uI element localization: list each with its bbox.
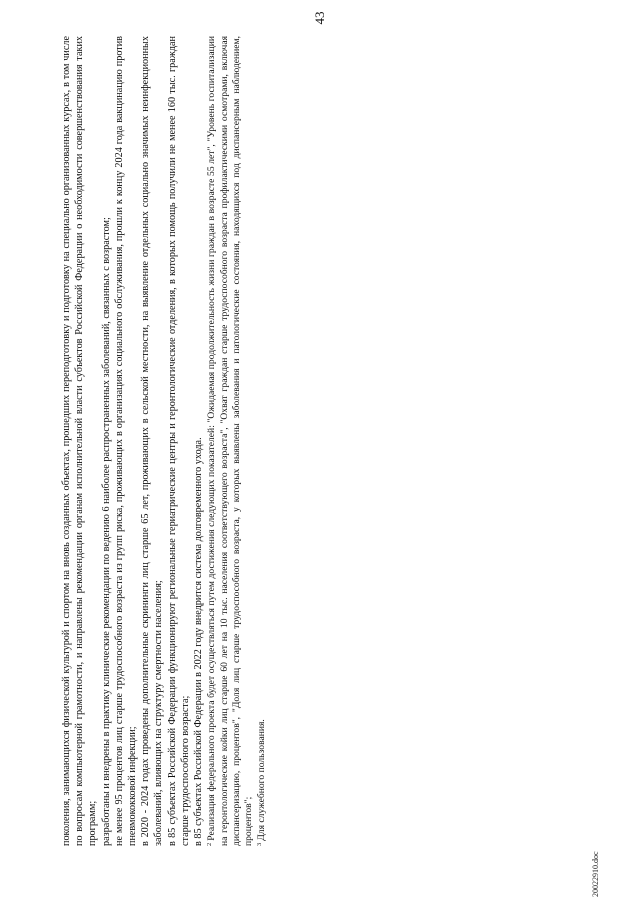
footnote-text: Для служебного пользования.	[255, 719, 267, 841]
paragraph: разработаны и внедрены в практику клинические рекомендации по ведению 6 наиболее распространенных заболеваний, связанных с возрастом;	[100, 217, 112, 846]
paragraph: в 85 субъектах Российской Федерации в 2022 году внедрится система долговременного ухода.	[193, 437, 205, 846]
footnote-mark: 2	[206, 842, 214, 846]
paragraph: в 85 субъектах Российской Федерации функционируют региональные гериатрические центры и геронтологические отделения, в которых помощь получили не менее 160 тыс. граждан старше трудоспособного возраста;	[166, 36, 191, 846]
paragraph: поколения, занимающихся физической культурой и спортом на вновь созданных объектах, прошедших переподготовку и подготовку на специально организованных курсах, в том числе по вопросам компьютерной грамотности, и направлены рекомендации органам исполнительной власти субъектов Российской Федерации о необходимости совершенствования таких программ;	[61, 36, 99, 846]
footnote	[206, 36, 256, 846]
paragraph: в 2020 - 2024 годах проведены дополнительные скрининги лиц старше 65 лет, проживающих в сельской местности, на выявление отдельных социально значимых неинфекционных заболеваний, влияющих на структуру смертности населения;	[140, 36, 165, 846]
main-text	[60, 36, 205, 846]
file-code: 20022910.doc	[591, 851, 600, 897]
footnote-text: Реализация федерального проекта будет осуществляться путем достижения следующих показателей: "Ожидаемая продолжительность жизни граждан в возрасте 55 лет", "Уровень госпитализации на геронтологические койки лиц старше 60 лет на 10 тыс. населения соответствующего возраста", "Охват граждан старше трудоспособного возраста профилактическими осмотрами, включая диспансеризацию, процентов", "Доля лиц старше трудоспособного возраста, у которых выявлены заболевания и патологические состояния, находящихся под диспансерным наблюдением, процентов";	[206, 36, 255, 846]
page-number: 43	[312, 11, 327, 25]
footnote	[256, 36, 268, 846]
footnote-mark: 3	[255, 842, 263, 846]
footnotes	[206, 36, 268, 846]
rotated-text-block	[60, 36, 292, 846]
paragraph: не менее 95 процентов лиц старше трудоспособного возраста из групп риска, проживающих в организациях социального обслуживания, прошли к концу 2024 года вакцинацию против пневмококковой инфекции;	[113, 36, 139, 846]
